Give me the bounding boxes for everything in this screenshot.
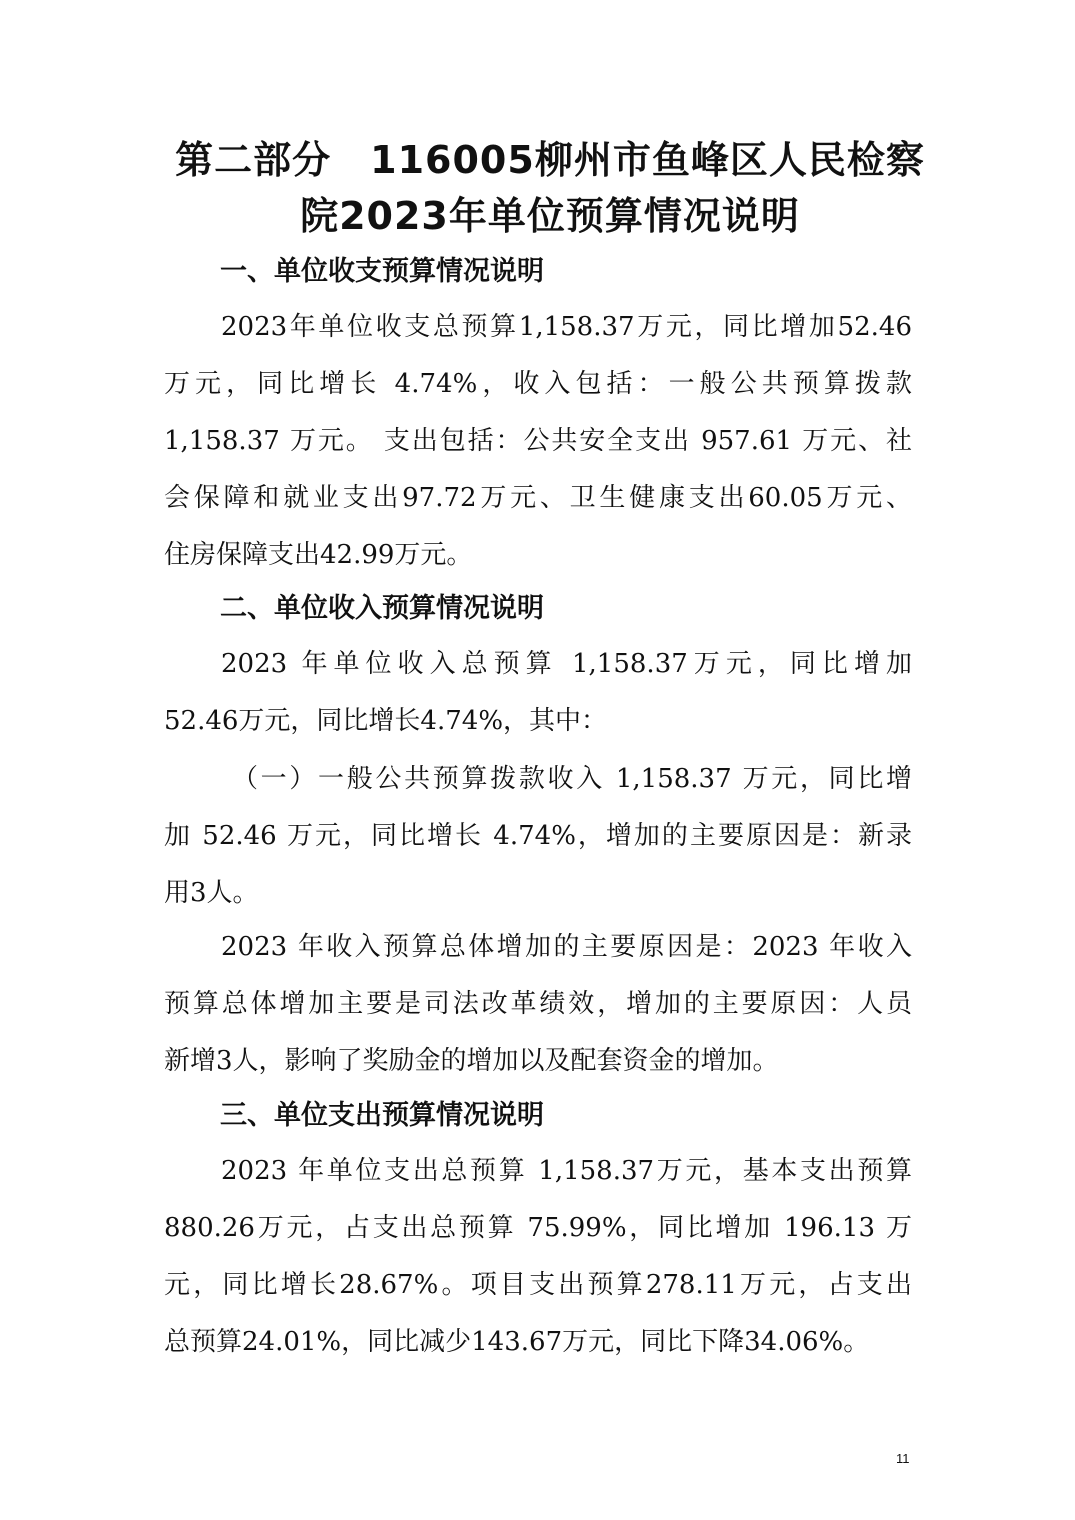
- paragraph-line: 用3人。: [164, 878, 259, 908]
- document-title-line-2: 院2023年单位预算情况说明: [300, 194, 800, 238]
- paragraph-line: （一）一般公共预算拨款收入 1,158.37 万元，同比增: [232, 764, 912, 794]
- paragraph-income-increase-reason: [164, 919, 912, 1090]
- paragraph-line: 2023年单位收支总预算1,158.37万元，同比增加52.46: [221, 312, 912, 342]
- paragraph-line: 1,158.37 万元。 支出包括：公共安全支出 957.61 万元、社: [164, 426, 912, 456]
- paragraph-line: 预算总体增加主要是司法改革绩效，增加的主要原因：人员: [164, 989, 912, 1019]
- paragraph-line: 元，同比增长28.67%。项目支出预算278.11万元，占支出: [164, 1270, 912, 1300]
- paragraph-line: 2023 年单位收入总预算 1,158.37万元，同比增加: [221, 649, 912, 679]
- section-heading-expenditure: 三、单位支出预算情况说明: [220, 1100, 544, 1131]
- paragraph-line: 住房保障支出42.99万元。: [164, 540, 473, 570]
- paragraph-line: 加 52.46 万元，同比增长 4.74%，增加的主要原因是：新录: [164, 821, 912, 851]
- page-number: 11: [896, 1451, 910, 1466]
- paragraph-income-summary: [164, 636, 912, 750]
- paragraph-expenditure-summary: [164, 1143, 912, 1371]
- paragraph-income-expenditure-summary: [164, 299, 912, 584]
- paragraph-line: 万元，同比增长 4.74%，收入包括：一般公共预算拨款: [164, 369, 912, 399]
- paragraph-line: 2023 年单位支出总预算 1,158.37万元，基本支出预算: [221, 1156, 912, 1186]
- paragraph-line: 880.26万元，占支出总预算 75.99%，同比增加 196.13 万: [164, 1213, 912, 1243]
- paragraph-line: 会保障和就业支出97.72万元、卫生健康支出60.05万元、: [164, 483, 912, 513]
- section-heading-income: 二、单位收入预算情况说明: [220, 593, 544, 624]
- paragraph-general-public-budget: [164, 751, 912, 922]
- paragraph-line: 新增3人，影响了奖励金的增加以及配套资金的增加。: [164, 1046, 779, 1076]
- section-heading-income-expenditure: 一、单位收支预算情况说明: [220, 256, 544, 287]
- document-title-line-1: 第二部分 116005柳州市鱼峰区人民检察: [175, 138, 925, 182]
- paragraph-line: 总预算24.01%，同比减少143.67万元，同比下降34.06%。: [164, 1327, 870, 1357]
- paragraph-line: 2023 年收入预算总体增加的主要原因是：2023 年收入: [221, 932, 912, 962]
- paragraph-line: 52.46万元，同比增长4.74%，其中：: [164, 706, 608, 736]
